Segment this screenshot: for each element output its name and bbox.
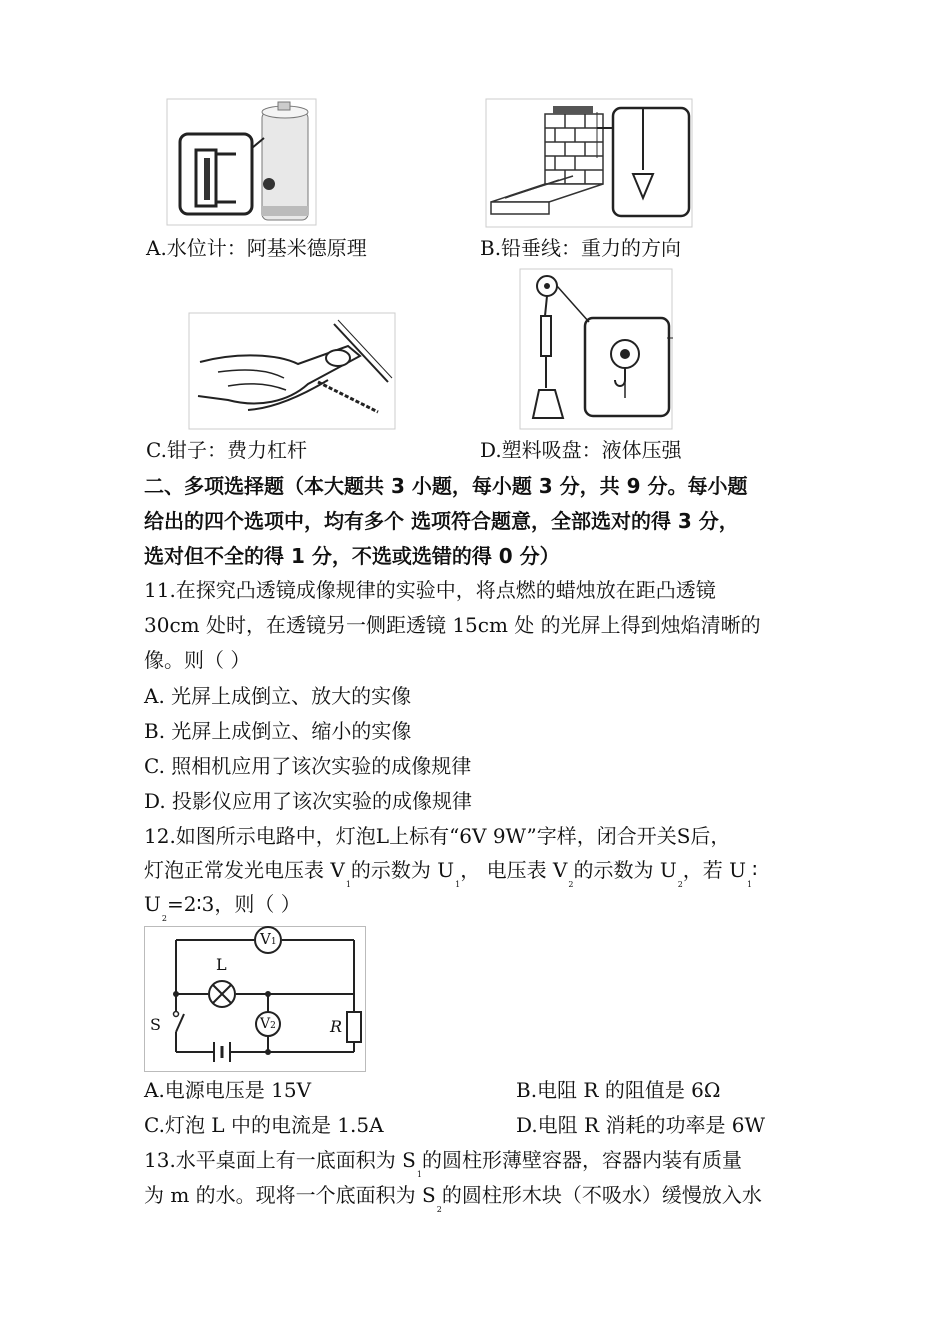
q11-stem-line2: 30cm 处时，在透镜另一侧距透镜 15cm 处 的光屏上得到烛焰清晰的 xyxy=(144,613,761,637)
q12-option-c: C.灯泡 L 中的电流是 1.5A xyxy=(144,1113,384,1137)
section2-heading-line2: 给出的四个选项中，均有多个 选项符合题意，全部选对的得 3 分， xyxy=(144,509,739,533)
section2-heading-line3: 选对但不全的得 1 分，不选或选错的得 0 分） xyxy=(144,544,560,568)
q12-option-a: A.电源电压是 15V xyxy=(144,1078,312,1102)
option-d-caption: D.塑料吸盘：液体压强 xyxy=(480,438,682,462)
q12-stem-line1: 12.如图所示电路中，灯泡L上标有“6V 9W”字样，闭合开关S后， xyxy=(144,824,731,848)
figure-suction-cup xyxy=(519,268,673,430)
figure-pliers xyxy=(188,312,396,430)
q11-option-c: C. 照相机应用了该次实验的成像规律 xyxy=(144,754,472,778)
q11-stem-line1: 11.在探究凸透镜成像规律的实验中，将点燃的蜡烛放在距凸透镜 xyxy=(144,578,716,602)
q13-stem-line1: 13.水平桌面上有一底面积为 $S_1$的圆柱形薄壁容器，容器内装有质量 xyxy=(144,1148,742,1179)
q12-stem-line2: 灯泡正常发光电压表 $V_1$的示数为 $U_1$， 电压表 $V_2$的示数为 $U_2$，若 $U_1∶$ xyxy=(144,858,758,889)
q11-option-d: D. 投影仪应用了该次实验的成像规律 xyxy=(144,789,473,813)
circuit-lamp-label: L xyxy=(216,955,227,974)
q13-stem-line2: 为 m 的水。现将一个底面积为 $S_2$的圆柱形木块（不吸水）缓慢放入水 xyxy=(144,1183,762,1214)
circuit-resistor-label: R xyxy=(330,1017,343,1036)
q11-option-b: B. 光屏上成倒立、缩小的实像 xyxy=(144,719,412,743)
option-b-caption: B.铅垂线：重力的方向 xyxy=(480,236,682,260)
q12-stem-line3: $U_2=2∶3$，则（ ） xyxy=(144,892,301,923)
circuit-v2-label: V2 xyxy=(260,1016,276,1032)
figure-plumb-line xyxy=(485,98,693,228)
circuit-diagram xyxy=(144,926,366,1072)
option-c-caption: C.钳子：费力杠杆 xyxy=(146,438,307,462)
circuit-switch-label: S xyxy=(150,1015,161,1034)
q12-option-b: B.电阻 R 的阻值是 6Ω xyxy=(516,1078,721,1102)
q11-option-a: A. 光屏上成倒立、放大的实像 xyxy=(144,684,412,708)
figure-water-gauge xyxy=(166,98,317,226)
q12-option-d: D.电阻 R 消耗的功率是 6W xyxy=(516,1113,766,1137)
q11-stem-line3: 像。则（ ） xyxy=(144,648,251,672)
option-a-caption: A.水位计：阿基米德原理 xyxy=(146,236,367,260)
section2-heading-line1: 二、多项选择题（本大题共 3 小题，每小题 3 分，共 9 分。每小题 xyxy=(144,474,748,498)
circuit-v1-label: V1 xyxy=(260,930,277,948)
